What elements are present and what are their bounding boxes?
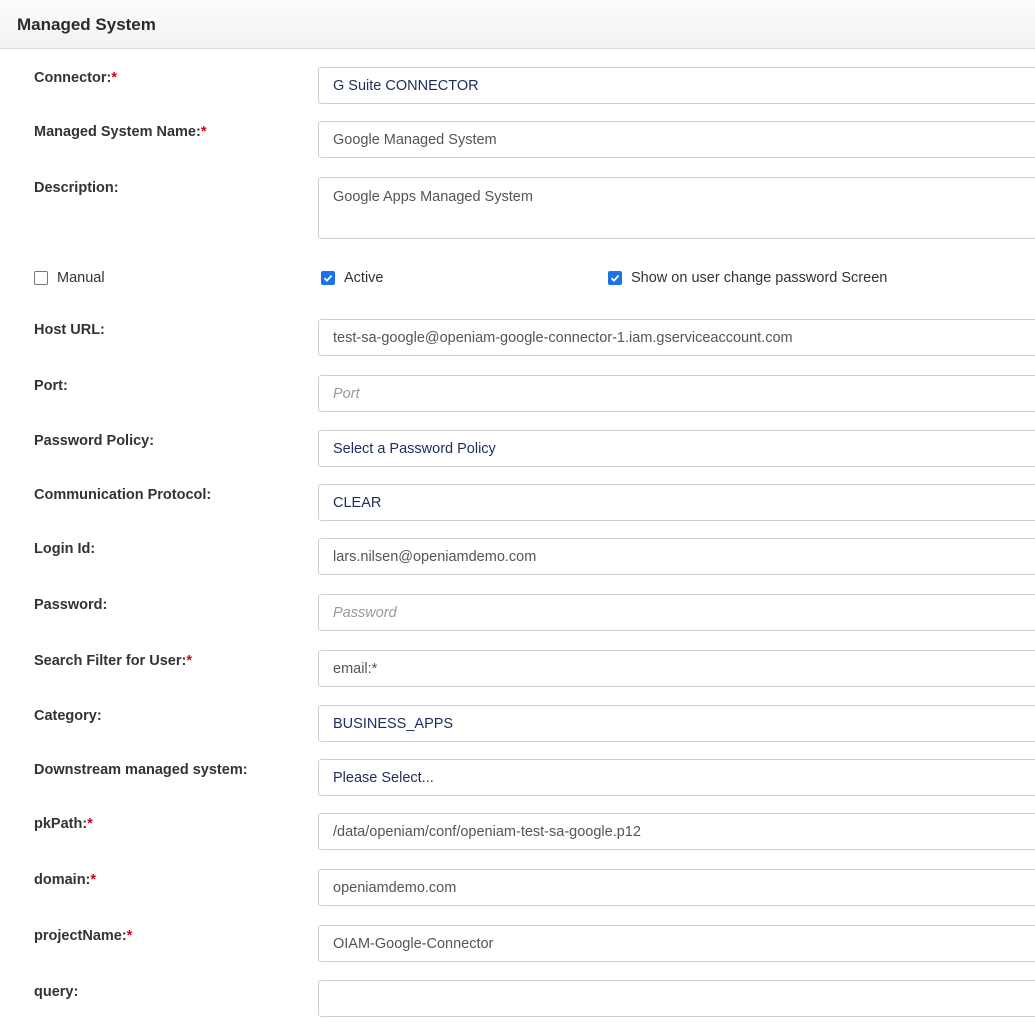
show-change-password-label: Show on user change password Screen bbox=[631, 270, 888, 286]
search-filter-input[interactable]: email:* bbox=[318, 650, 1035, 687]
downstream-managed-system-select[interactable]: Please Select... bbox=[318, 759, 1035, 796]
domain-input[interactable]: openiamdemo.com bbox=[318, 869, 1035, 906]
checkmark-icon bbox=[610, 273, 620, 283]
show-change-password-checkbox[interactable] bbox=[608, 271, 622, 285]
login-id-label: Login Id: bbox=[34, 541, 96, 557]
checkmark-icon bbox=[323, 273, 333, 283]
password-label: Password: bbox=[34, 597, 108, 613]
page-title: Managed System bbox=[17, 15, 156, 34]
communication-protocol-select[interactable]: CLEAR bbox=[318, 484, 1035, 521]
downstream-managed-system-label: Downstream managed system: bbox=[34, 762, 248, 778]
password-input[interactable]: Password bbox=[318, 594, 1035, 631]
connector-label: Connector:* bbox=[34, 70, 117, 86]
manual-label: Manual bbox=[57, 270, 105, 286]
communication-protocol-label: Communication Protocol: bbox=[34, 487, 212, 503]
host-url-input[interactable]: test-sa-google@openiam-google-connector-1.iam.gserviceaccount.com bbox=[318, 319, 1035, 356]
description-textarea[interactable]: Google Apps Managed System bbox=[318, 177, 1035, 239]
manual-checkbox-row[interactable] bbox=[34, 270, 105, 286]
password-policy-select[interactable]: Select a Password Policy bbox=[318, 430, 1035, 467]
manual-checkbox[interactable] bbox=[34, 271, 48, 285]
query-label: query: bbox=[34, 984, 79, 1000]
description-label: Description: bbox=[34, 180, 119, 196]
login-id-input[interactable]: lars.nilsen@openiamdemo.com bbox=[318, 538, 1035, 575]
domain-label: domain:* bbox=[34, 872, 97, 888]
category-label: Category: bbox=[34, 708, 102, 724]
panel-header bbox=[0, 0, 1035, 49]
port-input[interactable]: Port bbox=[318, 375, 1035, 412]
active-label: Active bbox=[344, 270, 384, 286]
port-label: Port: bbox=[34, 378, 68, 394]
host-url-label: Host URL: bbox=[34, 322, 105, 338]
connector-select[interactable]: G Suite CONNECTOR bbox=[318, 67, 1035, 104]
active-checkbox-row[interactable] bbox=[321, 270, 384, 286]
project-name-label: projectName:* bbox=[34, 928, 133, 944]
active-checkbox[interactable] bbox=[321, 271, 335, 285]
managed-system-name-label: Managed System Name:* bbox=[34, 124, 207, 140]
password-policy-label: Password Policy: bbox=[34, 433, 155, 449]
managed-system-name-input[interactable]: Google Managed System bbox=[318, 121, 1035, 158]
category-select[interactable]: BUSINESS_APPS bbox=[318, 705, 1035, 742]
pk-path-label: pkPath:* bbox=[34, 816, 93, 832]
project-name-input[interactable]: OIAM-Google-Connector bbox=[318, 925, 1035, 962]
query-input[interactable] bbox=[318, 980, 1035, 1017]
show-change-password-checkbox-row[interactable] bbox=[608, 270, 887, 286]
pk-path-input[interactable]: /data/openiam/conf/openiam-test-sa-google.p12 bbox=[318, 813, 1035, 850]
search-filter-label: Search Filter for User:* bbox=[34, 653, 192, 669]
